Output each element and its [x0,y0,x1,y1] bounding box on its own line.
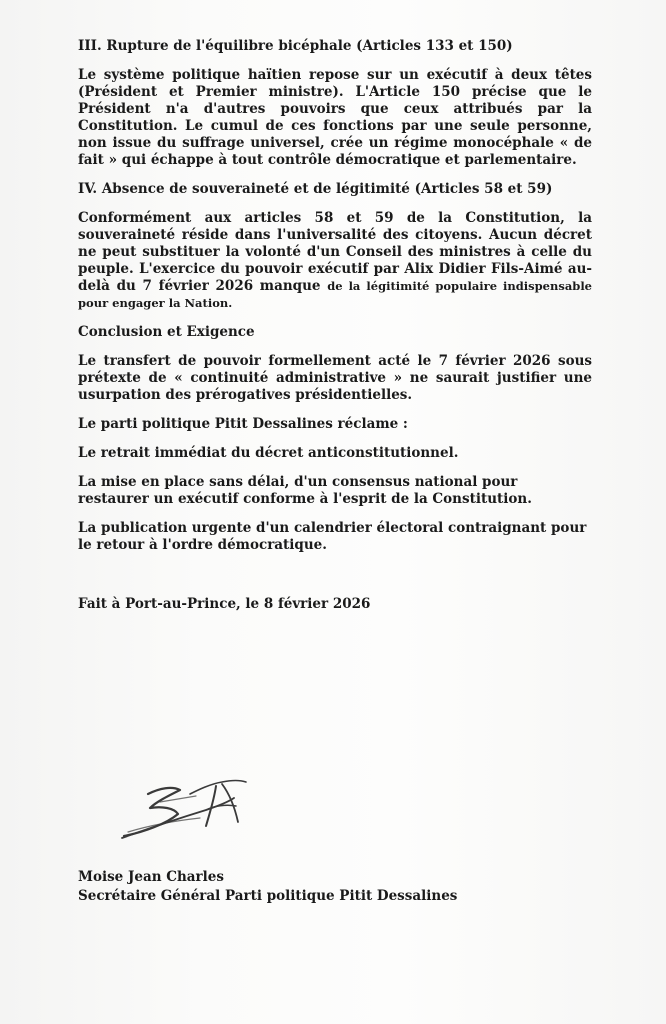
section-4-heading: IV. Absence de souveraineté et de légitimité (Articles 58 et 59) [78,181,553,197]
signer-title: Secrétaire Général Parti politique Pitit Dessalines [78,888,458,904]
section-3-body: Le système politique haïtien repose sur un exécutif à deux têtes (Président et Premier ministre). L'Article 150 précise que le Président n'a d'autres pouvoirs que ceux attribués par la Constitution. Le cumul de ces fonctions par une seule personne, non issue du suffrage universel, crée un régime monocéphale « de fait » qui échappe à tout contrôle démocratique et parlementaire. [78,67,592,168]
section-3-heading: III. Rupture de l'équilibre bicéphale (Articles 133 et 150) [78,38,513,54]
demand-item: La publication urgente d'un calendrier électoral contraignant pour le retour à l'ordre démocratique. [78,520,587,553]
document-body [78,38,592,613]
demand-intro: Le parti politique Pitit Dessalines réclame : [78,416,408,432]
conclusion-heading: Conclusion et Exigence [78,324,255,340]
demand-item: La mise en place sans délai, d'un consensus national pour restaurer un exécutif conforme à l'esprit de la Constitution. [78,474,532,507]
signature-icon [110,772,280,852]
signer-block [78,868,598,906]
section-4-body-main: Conformément aux articles 58 et 59 de la Constitution, la souveraineté réside dans l'universalité des citoyens. Aucun décret ne peut substituer la volonté d'un Conseil des ministres à celle du peuple. L'exercice du pouvoir exécutif par Alix Didier Fils-Aimé au-delà du 7 février 2026 manque [78,210,592,294]
spacer [78,566,592,596]
section-4-body-small: de la légitimité populaire indispensable pour engager la Nation. [78,279,592,310]
conclusion-body: Le transfert de pouvoir formellement acté le 7 février 2026 sous prétexte de « continuité administrative » ne saurait justifier une usurpation des prérogatives présidentielles. [78,353,592,403]
demand-item: Le retrait immédiat du décret anticonstitutionnel. [78,445,459,461]
section-4-body [78,210,592,312]
signer-name: Moise Jean Charles [78,869,224,885]
place-date: Fait à Port-au-Prince, le 8 février 2026 [78,596,371,612]
